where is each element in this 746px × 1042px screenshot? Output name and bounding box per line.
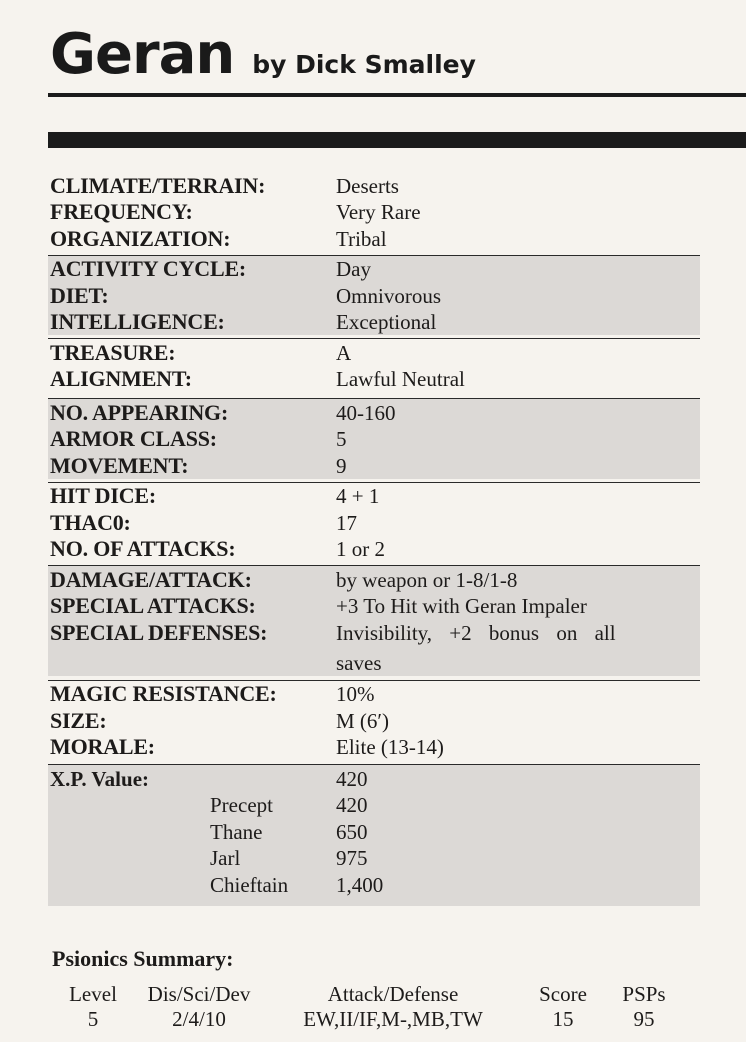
page-title: Geran [50,22,235,87]
stat-row [50,536,700,563]
stat-row [50,309,700,336]
xp-row [50,792,700,819]
xp-level-name: Jarl [210,846,241,870]
xp-row [50,765,700,792]
stat-row [50,734,700,761]
stat-label: MORALE: [50,734,155,759]
stat-label: INTELLIGENCE: [50,309,225,334]
stat-value-continued: saves [336,650,382,675]
stat-value: M (6′) [336,708,390,733]
xp-label: X.P. Value: [50,766,150,791]
stat-row [50,199,700,226]
stat-value: Tribal [336,226,387,251]
stat-row [50,681,700,708]
stat-row [50,172,700,199]
stat-label: NO. APPEARING: [50,399,229,425]
xp-value: 650 [336,819,368,844]
stat-label: FREQUENCY: [50,199,193,224]
psionics-header: Score [539,982,587,1006]
xp-value: 975 [336,846,368,870]
stat-row [50,646,700,676]
stat-label: HIT DICE: [50,483,156,508]
stat-label: ALIGNMENT: [50,366,192,391]
stat-row [50,452,700,479]
stat-row [50,509,700,536]
psionics-header: Level [69,982,117,1006]
stat-group-encounter [48,398,700,479]
xp-level-name: Chieftain [210,872,289,897]
stat-value: by weapon or 1-8/1-8 [336,567,518,592]
stat-value: 5 [336,427,347,451]
stat-group-combat [48,482,700,563]
stat-group-resistance [48,680,700,761]
psionics-header-row [56,982,706,1007]
stat-row [50,256,700,283]
xp-row [50,871,700,898]
stat-value: 17 [336,510,357,535]
stat-value: 4 + 1 [336,484,380,508]
stat-label: DIET: [50,282,109,308]
stat-value: Very Rare [336,200,421,224]
stat-label: MAGIC RESISTANCE: [50,681,277,706]
stat-label: NO. OF ATTACKS: [50,536,236,561]
psionics-value: 15 [552,1007,574,1031]
author-byline: by Dick Smalley [252,50,476,79]
psionics-value: 2/4/10 [172,1007,226,1031]
xp-group [48,764,700,906]
stat-label: ARMOR CLASS: [50,426,217,451]
stat-label: THAC0: [50,509,131,535]
header-rule-thick [48,132,746,148]
stat-label: SPECIAL DEFENSES: [50,619,268,645]
stat-label: SIZE: [50,707,107,733]
xp-level-name: Thane [210,819,263,844]
stat-value: Lawful Neutral [336,367,465,391]
stat-value: 1 or 2 [336,537,385,561]
stat-row [50,225,700,252]
stat-value: Exceptional [336,310,437,334]
stat-row [50,366,700,393]
xp-row [50,818,700,845]
stat-value [336,621,700,646]
stat-block [48,172,700,906]
stat-group-habitat [48,172,700,252]
psionics-header: Dis/Sci/Dev [147,982,251,1006]
psionics-value: 5 [87,1007,99,1031]
psionics-header: Attack/Defense [327,982,459,1006]
stat-row [50,282,700,309]
stat-label: DAMAGE/ATTACK: [50,566,252,592]
stat-value-line: Invisibility, +2 bonus on all [336,620,616,645]
psionics-table [56,982,706,1032]
stat-label: SPECIAL ATTACKS: [50,593,256,618]
stat-row [50,593,700,620]
stat-label: ORGANIZATION: [50,225,231,251]
stat-group-specials [48,565,700,676]
xp-value: 1,400 [336,872,384,897]
psionics-value: EW,II/IF,M-,MB,TW [303,1007,483,1031]
psionics-header: PSPs [622,982,666,1006]
header-rule-thin [48,93,746,97]
stat-row [50,426,700,453]
xp-row [50,845,700,872]
stat-value: Deserts [336,173,399,198]
stat-value: +3 To Hit with Geran Impaler [336,594,587,618]
stat-row [50,399,700,426]
stat-value: Omnivorous [336,283,441,308]
stat-group-treasure [48,338,700,392]
stat-row [50,566,700,593]
stat-value: Elite (13-14) [336,735,444,759]
stat-value: 9 [336,453,347,478]
stat-label: MOVEMENT: [50,452,189,478]
stat-value: A [336,340,352,365]
stat-row [50,707,700,734]
stat-value: Day [336,257,371,281]
stat-label: ACTIVITY CYCLE: [50,256,247,281]
xp-level-name: Precept [210,793,273,817]
psionics-value: 95 [633,1007,655,1031]
xp-value: 420 [336,793,368,817]
psionics-title: Psionics Summary: [52,946,234,971]
stat-value: 10% [336,682,375,706]
psionics-value-row [56,1007,706,1032]
stat-row [50,619,700,646]
stat-value: 40-160 [336,400,396,425]
stat-row [50,339,700,366]
stat-group-activity [48,255,700,336]
stat-label: TREASURE: [50,339,176,365]
stat-row [50,483,700,510]
stat-label: CLIMATE/TERRAIN: [50,172,266,198]
xp-value: 420 [336,766,368,791]
title-row [50,22,476,87]
